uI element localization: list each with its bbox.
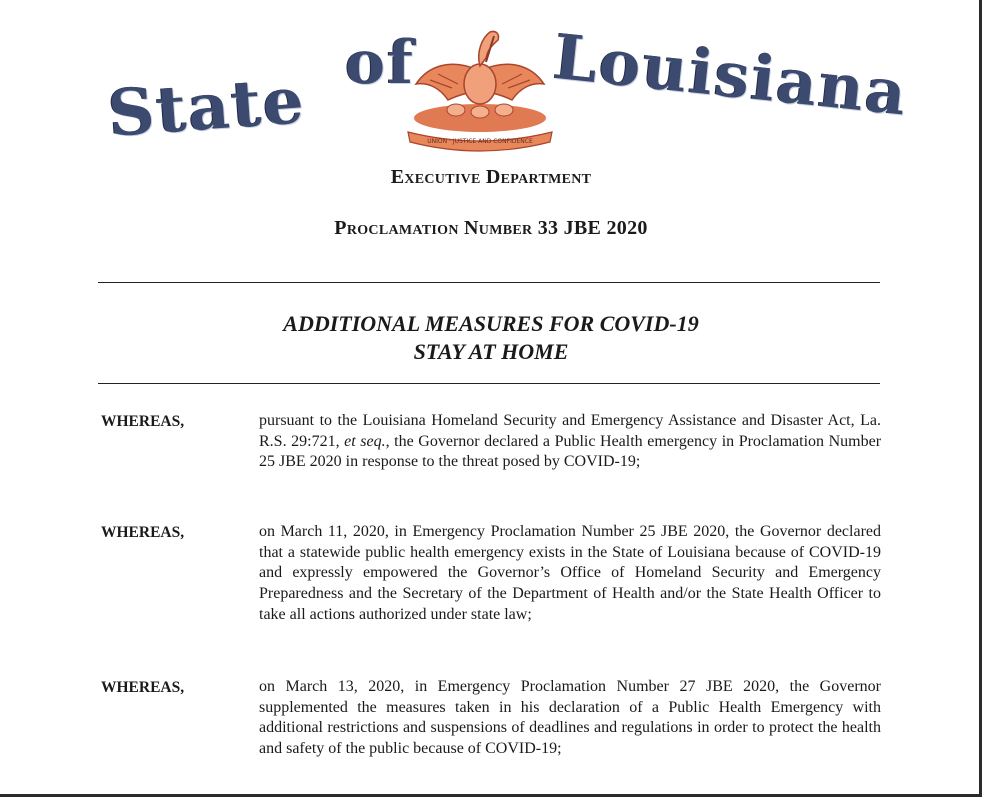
proclamation-title-line1: ADDITIONAL MEASURES FOR COVID-19 xyxy=(283,311,699,336)
seal-motto: UNION · JUSTICE AND CONFIDENCE xyxy=(427,138,533,145)
whereas-clause-text: on March 11, 2020, in Emergency Proclamation Number 25 JBE 2020, the Governor declared that a statewide public health emergency exists in the State of Louisiana because of COVID-19 and expressly empowered the Governor’s Office of Homeland Security and Emergency Preparedness and the Secretary of the Department of Health and/or the State Health Officer to take all actions authorized under state law; xyxy=(259,523,881,623)
whereas-label: WHEREAS, xyxy=(101,413,185,430)
clause-text-part: , the Governor declared a Public Health emergency in Proclamation Number 25 JBE 2020 in response to the threat posed by COVID-19; xyxy=(259,432,882,471)
whereas-label: WHEREAS, xyxy=(101,524,185,541)
whereas-clause-text: on March 13, 2020, in Emergency Proclamation Number 27 JBE 2020, the Governor supplemented the measures taken in his declaration of a Public Health Emergency with additional restrictions and suspensions of deadlines and regulations in order to protect the health and safety of the public because of COVID-19; xyxy=(259,678,881,758)
department-heading: Executive Department xyxy=(390,166,592,188)
masthead xyxy=(100,10,912,160)
masthead-word-state: State xyxy=(105,63,308,152)
clause-text-italic: et seq. xyxy=(344,432,386,450)
clause-text-part: pursuant to the Louisiana Homeland Security and Emergency Assistance and Disaster Act, La. R.S. 29:721, xyxy=(259,412,881,450)
divider-top xyxy=(98,282,880,283)
divider-bottom xyxy=(98,383,880,384)
whereas-clause-text xyxy=(259,411,881,473)
proclamation-number: Proclamation Number 33 JBE 2020 xyxy=(334,217,648,239)
whereas-label: WHEREAS, xyxy=(101,679,185,696)
masthead-word-louisiana: Louisiana xyxy=(550,20,912,130)
proclamation-title-line2: STAY AT HOME xyxy=(413,339,569,364)
pelican-seal-icon xyxy=(390,18,570,153)
masthead-word-of: of xyxy=(345,28,415,98)
